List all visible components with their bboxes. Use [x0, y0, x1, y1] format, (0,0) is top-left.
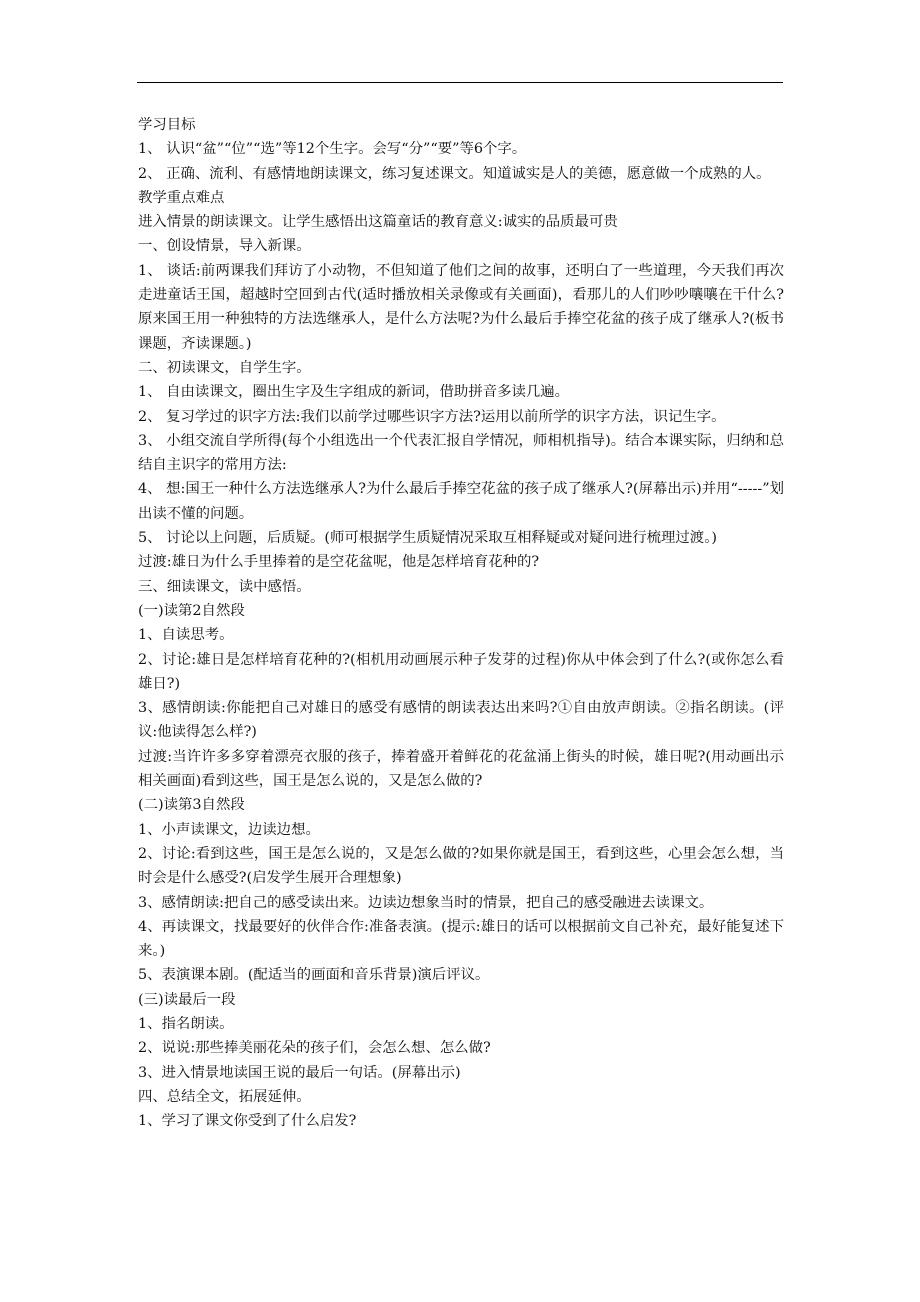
- subsection-2-item-4: 4、再读课文，找最要好的伙伴合作:准备表演。(提示:雄日的话可以根据前文自己补充，最好能复述下来。): [138, 918, 784, 960]
- subsection-1-item-2: 2、讨论:雄日是怎样培育花种的?(相机用动画展示种子发芽的过程)你从中体会到了什么?(或你怎么看雄日?): [138, 651, 784, 692]
- subsection-3-item-3: 3、进入情景地读国王说的最后一句话。(屏幕出示): [138, 1064, 461, 1081]
- section-2-item-2: 2、 复习学过的识字方法:我们以前学过哪些识字方法?运用以前所学的识字方法，识记生字。: [138, 408, 726, 425]
- subsection-2-heading: (二)读第3自然段: [138, 797, 245, 814]
- subsection-3-item-2: 2、说说:那些捧美丽花朵的孩子们，会怎么想、怎么做?: [138, 1040, 491, 1057]
- goal-item-2: 2、 正确、流利、有感情地朗读课文，练习复述课文。知道诚实是人的美德，愿意做一个成熟的人。: [138, 165, 771, 182]
- section-1-item-1: 1、 谈话:前两课我们拜访了小动物，不但知道了他们之间的故事，还明白了一些道理，今天我们再次走进童话王国，超越时空回到古代(适时播放相关录像或有关画面)，看那儿的人们吵吵嚷嚷在干什么?原来国王用一种独特的方法选继承人，是什么方法呢?为什么最后手捧空花盆的孩子成了继承人?(板书课题，齐读课题。): [138, 262, 784, 352]
- transition-2: 过渡:当许许多多穿着漂亮衣服的孩子，捧着盛开着鲜花的花盆涌上街头的时候，雄日呢?(用动画出示相关画面)看到这些，国王是怎么说的，又是怎么做的?: [138, 748, 784, 790]
- section-2-item-1: 1、 自由读课文，圈出生字及生字组成的新词，借助拼音多读几遍。: [138, 384, 570, 401]
- section-2-heading: 二、初读课文，自学生字。: [138, 359, 311, 376]
- subsection-2-item-3: 3、感情朗读:把自己的感受读出来。边读边想象当时的情景，把自己的感受融进去读课文。: [138, 894, 714, 911]
- subsection-1-item-1: 1、自读思考。: [138, 627, 234, 644]
- subsection-3-heading: (三)读最后一段: [138, 991, 236, 1008]
- key-points-text: 进入情景的朗读课文。让学生感悟出这篇童话的教育意义:诚实的品质最可贵: [138, 214, 618, 231]
- subsection-1-heading: (一)读第2自然段: [138, 602, 245, 619]
- section-2-item-3: 3、 小组交流自学所得(每个小组选出一个代表汇报自学情况，师相机指导)。结合本课实际，归纳和总结自主识字的常用方法:: [138, 432, 784, 474]
- subsection-1-item-3: 3、感情朗读:你能把自己对雄日的感受有感情的朗读表达出来吗?①自由放声朗读。②指名朗读。(评议:他读得怎么样?): [138, 700, 784, 741]
- heading-learning-goals: 学习目标: [138, 117, 196, 133]
- subsection-3-item-1: 1、指名朗读。: [138, 1015, 234, 1032]
- transition-1: 过渡:雄日为什么手里捧着的是空花盆呢，他是怎样培育花种的?: [138, 554, 540, 571]
- subsection-2-item-2: 2、讨论:看到这些，国王是怎么说的，又是怎么做的?如果你就是国王，看到这些，心里会怎么想，当时会是什么感受?(启发学生展开合理想象): [138, 845, 784, 887]
- goal-item-1: 1、 认识“盆”“位”“选”等12个生字。会写“分”“要”等6个字。: [138, 141, 527, 158]
- section-2-item-5: 5、 讨论以上问题，后质疑。(师可根据学生质疑情况采取互相释疑或对疑问进行梳理过渡。): [138, 530, 717, 547]
- header-rule: [137, 82, 783, 83]
- section-1-heading: 一、创设情景，导入新课。: [138, 238, 311, 255]
- heading-key-points: 教学重点难点: [138, 189, 225, 206]
- section-2-item-4: 4、 想:国王一种什么方法选继承人?为什么最后手捧空花盆的孩子成了继承人?(屏幕出示)并用“-----”划出读不懂的问题。: [138, 481, 784, 522]
- subsection-2-item-1: 1、小声读课文，边读边想。: [138, 821, 320, 838]
- section-3-heading: 三、细读课文，读中感悟。: [138, 578, 311, 595]
- subsection-2-item-5: 5、表演课本剧。(配适当的画面和音乐背景)演后评议。: [138, 967, 490, 984]
- document-body: [138, 113, 784, 1133]
- section-4-item-1: 1、学习了课文你受到了什么启发?: [138, 1113, 357, 1130]
- section-4-heading: 四、总结全文，拓展延伸。: [138, 1088, 311, 1105]
